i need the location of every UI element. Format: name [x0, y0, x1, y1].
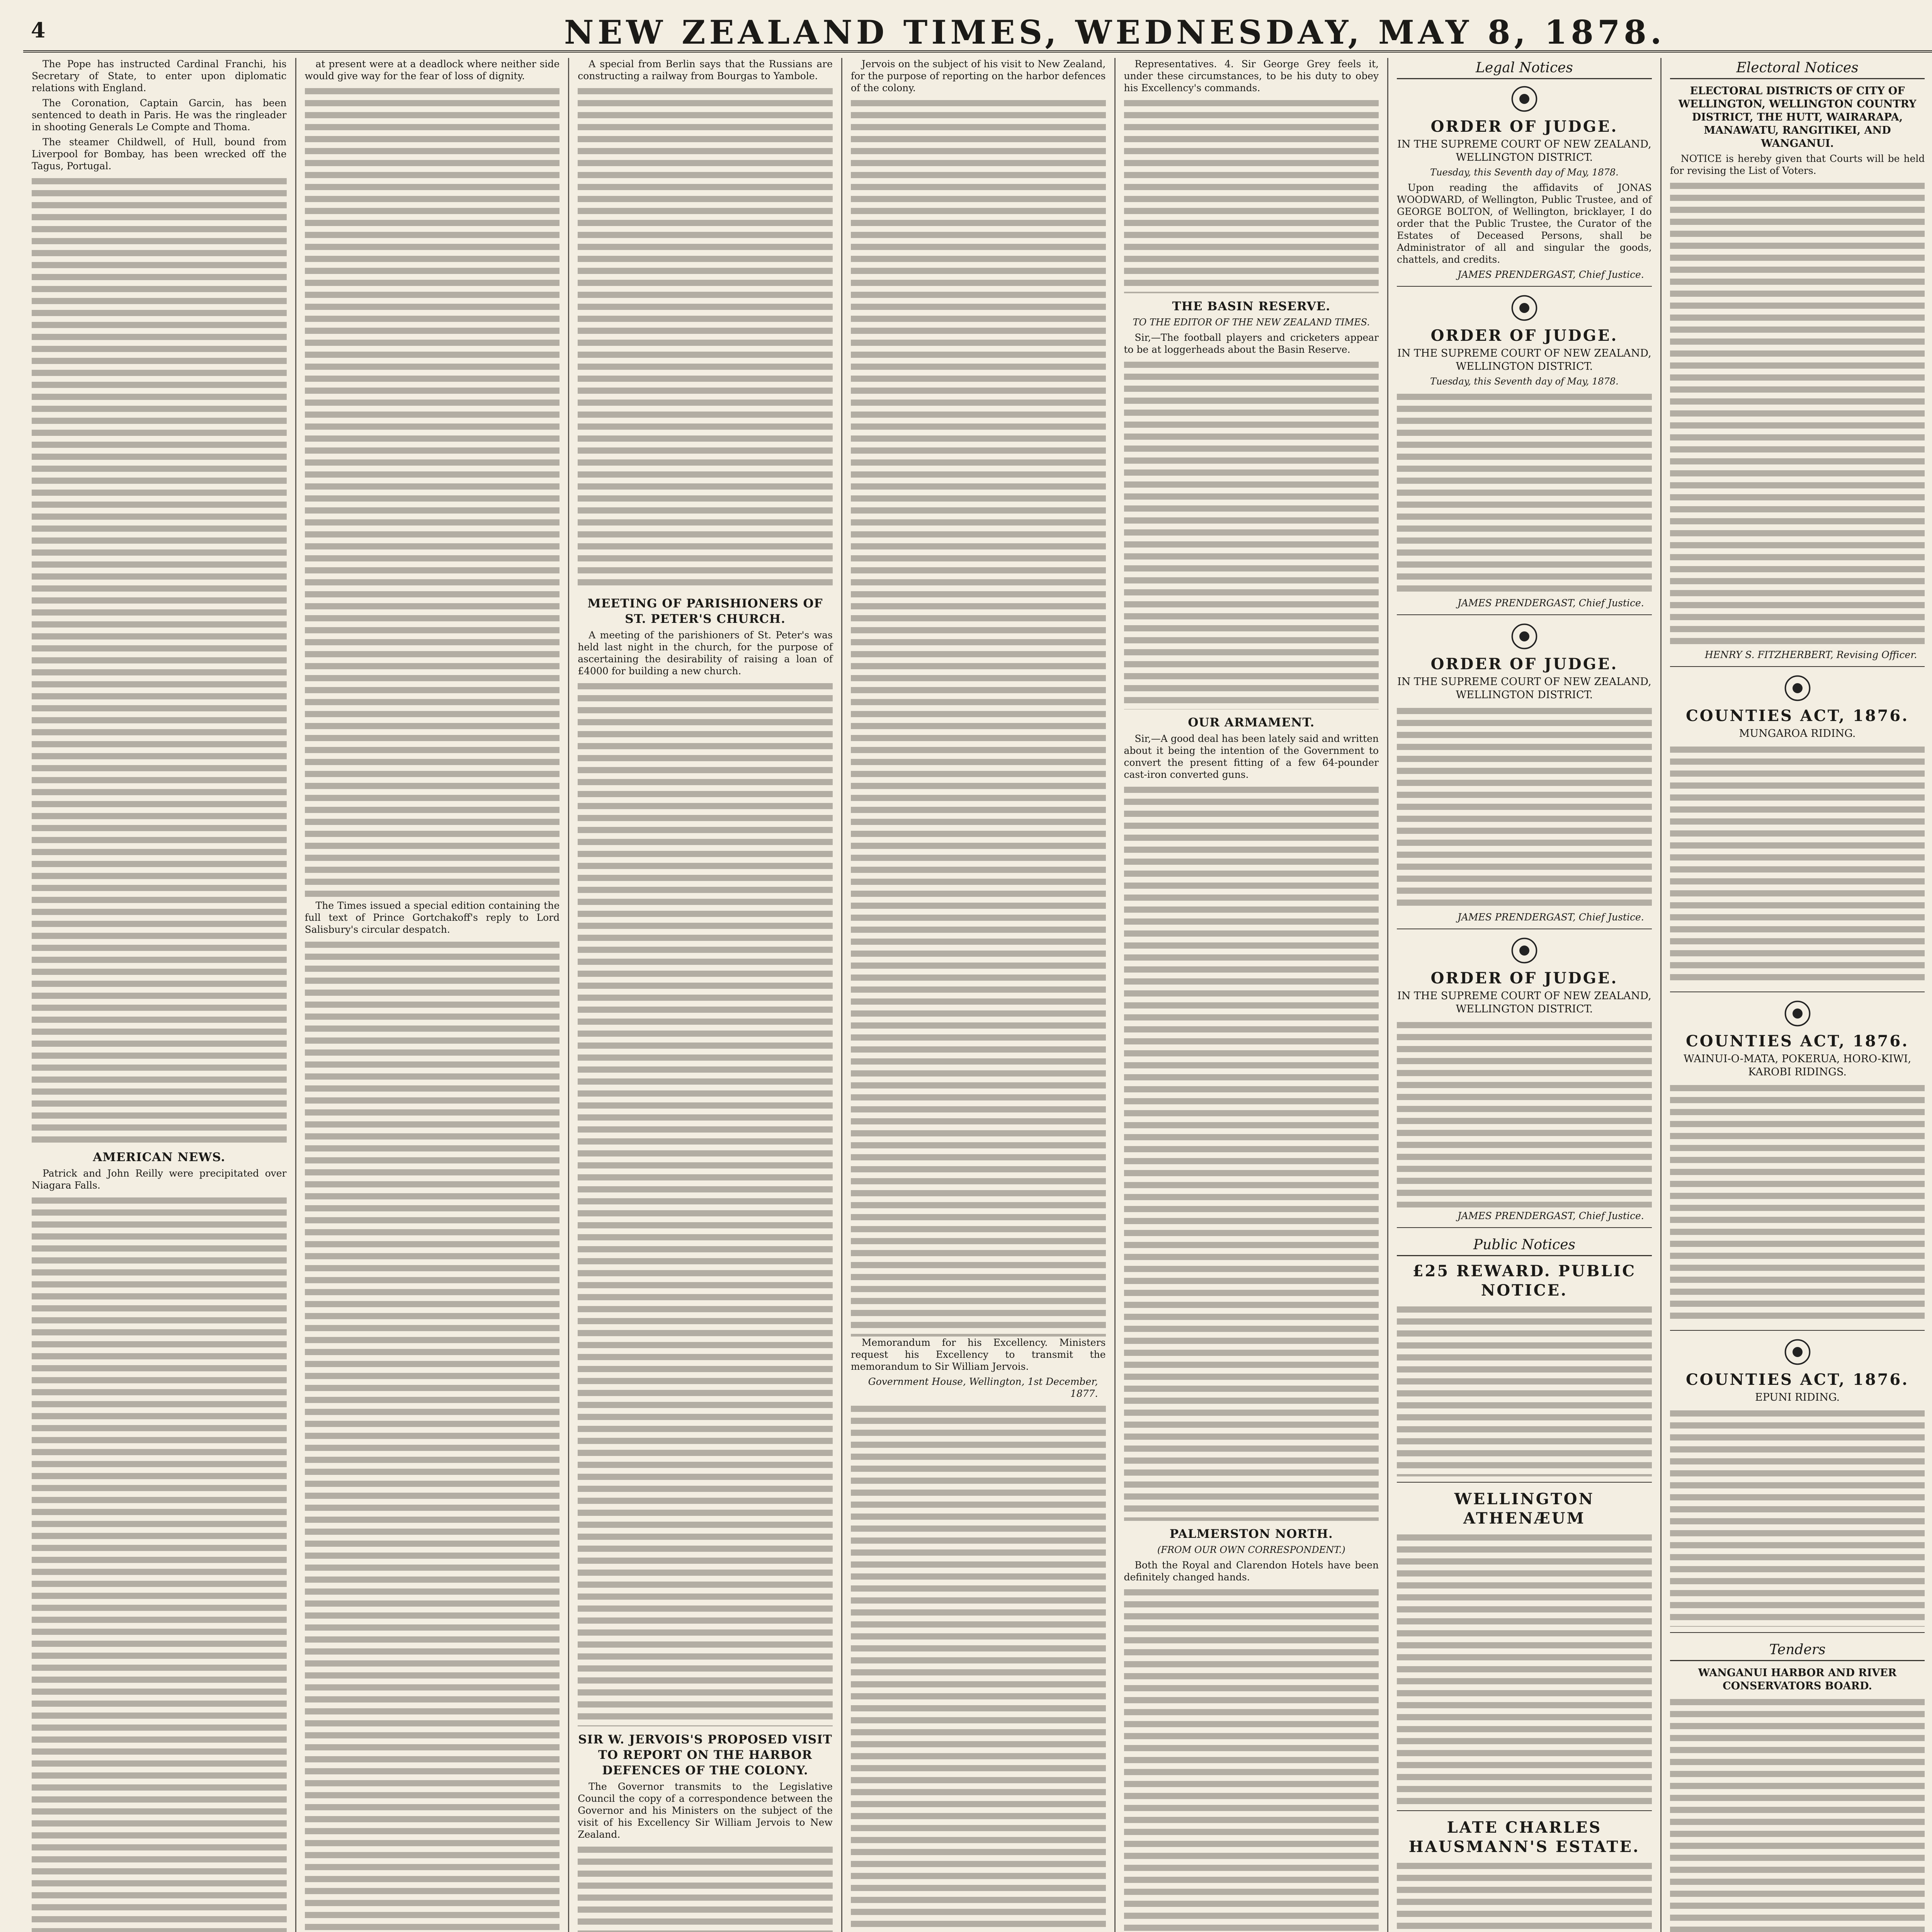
electoral-notice: [1670, 85, 1925, 667]
revising-officer-signature: HENRY S. FITZHERBERT, Revising Officer.: [1705, 649, 1917, 660]
athenaeum-notice: [1397, 1490, 1652, 1811]
letter-text: Sir,—A good deal has been lately said and written about it being the intention of the Government to convert the present fitting of a few 64-pounder cast-iron converted guns.: [1124, 733, 1379, 780]
order-date: Tuesday, this Seventh day of May, 1878.: [1430, 376, 1619, 387]
column-7-electoral-notices: [1660, 58, 1932, 1932]
counties-notice: [1670, 674, 1925, 992]
riding-name: EPUNI RIDING.: [1755, 1391, 1840, 1403]
news-item: The Pope has instructed Cardinal Franchi, his Secretary of State, to enter upon diplomatic relations with England.: [32, 58, 287, 94]
notice-text-block: [1670, 1699, 1925, 1932]
news-item: The Times issued a special edition containing the full text of Prince Gortchakoff's reply to Lord Salisbury's circular despatch.: [304, 900, 560, 935]
hausmann-notice: [1397, 1818, 1652, 1932]
article-text-block: [1124, 362, 1379, 709]
court-name: IN THE SUPREME COURT OF NEW ZEALAND, WELLINGTON DISTRICT.: [1397, 676, 1651, 701]
court-name: IN THE SUPREME COURT OF NEW ZEALAND, WELLINGTON DISTRICT.: [1397, 138, 1651, 163]
royal-arms-icon: [1510, 622, 1539, 651]
riding-name: WAINUI-O-MATA, POKERUA, HORO-KIWI, KAROBI RIDINGS.: [1684, 1053, 1912, 1078]
judge-signature: JAMES PRENDERGAST, Chief Justice.: [1457, 597, 1644, 609]
order-of-judge-notice: [1397, 936, 1652, 1228]
column-3: [568, 58, 841, 1932]
notice-text-block: [1670, 747, 1925, 986]
article-text-block: [578, 683, 833, 1726]
counties-title: COUNTIES ACT, 1876.: [1685, 707, 1909, 725]
riding-name: MUNGAROA RIDING.: [1739, 728, 1856, 740]
order-title: ORDER OF JUDGE.: [1430, 327, 1618, 345]
news-item: at present were at a deadlock where neither side would give way for the fear of loss of dignity.: [304, 58, 560, 82]
court-name: IN THE SUPREME COURT OF NEW ZEALAND, WELLINGTON DISTRICT.: [1397, 990, 1651, 1015]
reward-title: £25 REWARD. PUBLIC NOTICE.: [1412, 1262, 1636, 1299]
article-text-block: [851, 100, 1106, 1337]
article-text-block: [32, 1197, 287, 1932]
electoral-title: ELECTORAL DISTRICTS OF CITY OF WELLINGTON, WELLINGTON COUNTRY DISTRICT, THE HUTT, WAIRARAPA, MANAWATU, RANGITIKEI, AND WANGANUI.: [1678, 85, 1917, 150]
article-text-block: [578, 88, 833, 590]
order-body: Upon reading the affidavits of JONAS WOODWARD, of Wellington, Public Trustee, and of GEORGE BOLTON, of Wellington, bricklayer, I do order that the Public Trustee, the Curator of the Estates of Deceased Persons, shall be Administrator of all and singular the goods, chattels, and credits.: [1397, 182, 1652, 265]
royal-arms-icon: [1783, 999, 1812, 1028]
column-2: [295, 58, 568, 1932]
section-head-public-notices: Public Notices: [1397, 1235, 1652, 1256]
page-columns: [23, 58, 1932, 1932]
tender-title: WANGANUI HARBOR AND RIVER CONSERVATORS BOARD.: [1698, 1667, 1897, 1692]
royal-arms-icon: [1510, 294, 1539, 322]
section-heading-jervois-visit: SIR W. JERVOIS'S PROPOSED VISIT TO REPORT ON THE HARBOR DEFENCES OF THE COLONY.: [578, 1733, 832, 1777]
order-of-judge-notice: [1397, 294, 1652, 615]
electoral-body: NOTICE is hereby given that Courts will be held for revising the List of Voters.: [1670, 153, 1925, 176]
order-date: Tuesday, this Seventh day of May, 1878.: [1430, 167, 1619, 178]
article-text-block: [578, 1847, 833, 1932]
article-text-block: [305, 942, 560, 1932]
news-item: Memorandum for his Excellency. Ministers request his Excellency to transmit the memorandum to Sir William Jervois.: [850, 1337, 1106, 1372]
reward-notice: [1397, 1262, 1652, 1483]
notice-text-block: [1397, 708, 1652, 909]
notice-text-block: [1397, 1863, 1652, 1932]
news-item: The Coronation, Captain Garcin, has been sentenced to death in Paris. He was the ringleader in shooting Generals Le Compte and Thoma.: [32, 97, 287, 133]
order-title: ORDER OF JUDGE.: [1430, 117, 1618, 136]
article-text-block: [851, 1406, 1106, 1932]
news-item: The steamer Childwell, of Hull, bound from Liverpool for Bombay, has been wrecked off the Tagus, Portugal.: [32, 136, 287, 172]
counties-title: COUNTIES ACT, 1876.: [1685, 1371, 1909, 1389]
news-item: A special from Berlin says that the Russians are constructing a railway from Bourgas to Yambole.: [578, 58, 833, 82]
news-item: Both the Royal and Clarendon Hotels have been definitely changed hands.: [1124, 1560, 1379, 1583]
article-text-block: [1124, 100, 1379, 293]
section-heading-st-peters: MEETING OF PARISHIONERS OF ST. PETER'S CHURCH.: [587, 597, 823, 626]
section-head-legal-notices: Legal Notices: [1397, 58, 1652, 79]
notice-text-block: [1670, 1085, 1925, 1325]
section-head-tenders: Tenders: [1670, 1640, 1925, 1661]
royal-arms-icon: [1783, 1338, 1812, 1366]
column-1: [23, 58, 295, 1932]
section-head-electoral-notices: Electoral Notices: [1670, 58, 1925, 79]
notice-text-block: [1670, 183, 1925, 646]
judge-signature: JAMES PRENDERGAST, Chief Justice.: [1457, 1210, 1644, 1221]
news-item: Representatives. 4. Sir George Grey feels it, under these circumstances, to be his duty to obey his Excellency's commands.: [1124, 58, 1379, 94]
news-item: The Governor transmits to the Legislative Council the copy of a correspondence between the Governor and his Ministers on the subject of the visit of his Excellency Sir William Jervois to New Zealand.: [578, 1781, 833, 1840]
column-6-legal-notices: [1387, 58, 1660, 1932]
royal-arms-icon: [1783, 674, 1812, 702]
royal-arms-icon: [1510, 936, 1539, 965]
page-number: 4: [31, 18, 46, 43]
royal-arms-icon: [1510, 85, 1539, 113]
letter-subhead: TO THE EDITOR OF THE NEW ZEALAND TIMES.: [1133, 317, 1370, 328]
dateline: Government House, Wellington, 1st December, 1877.: [868, 1376, 1098, 1399]
counties-title: COUNTIES ACT, 1876.: [1685, 1032, 1909, 1050]
order-title: ORDER OF JUDGE.: [1430, 969, 1618, 987]
news-item: Patrick and John Reilly were precipitated over Niagara Falls.: [32, 1168, 287, 1191]
article-text-block: [1124, 787, 1379, 1521]
judge-signature: JAMES PRENDERGAST, Chief Justice.: [1457, 912, 1644, 923]
article-text-block: [305, 88, 560, 900]
notice-text-block: [1397, 394, 1652, 595]
masthead: [23, 8, 1932, 53]
correspondent-subhead: (FROM OUR OWN CORRESPONDENT.): [1157, 1544, 1345, 1555]
order-of-judge-notice: [1397, 622, 1652, 929]
court-name: IN THE SUPREME COURT OF NEW ZEALAND, WELLINGTON DISTRICT.: [1397, 347, 1651, 372]
notice-text-block: [1670, 1410, 1925, 1627]
column-5: [1114, 58, 1388, 1932]
newspaper-title: NEW ZEALAND TIMES, WEDNESDAY, MAY 8, 1878.: [564, 13, 1666, 51]
letter-text: Sir,—The football players and cricketers appear to be at loggerheads about the Basin Reserve.: [1124, 332, 1379, 355]
notice-text-block: [1397, 1022, 1652, 1208]
notice-text-block: [1397, 1306, 1652, 1476]
judge-signature: JAMES PRENDERGAST, Chief Justice.: [1457, 269, 1644, 280]
order-of-judge-notice: [1397, 85, 1652, 287]
section-heading-palmerston-north: PALMERSTON NORTH.: [1169, 1527, 1333, 1541]
hausmann-title: LATE CHARLES HAUSMANN'S ESTATE.: [1408, 1818, 1640, 1856]
tender-notice: [1670, 1667, 1925, 1932]
section-heading-american-news: AMERICAN NEWS.: [93, 1150, 226, 1164]
counties-notice: [1670, 999, 1925, 1331]
notice-text-block: [1397, 1534, 1652, 1805]
column-4: [841, 58, 1114, 1932]
article-text-block: [32, 178, 287, 1144]
news-item: Jervois on the subject of his visit to New Zealand, for the purpose of reporting on the harbor defences of the colony.: [850, 58, 1106, 94]
article-text-block: [1124, 1589, 1379, 1932]
counties-notice: [1670, 1338, 1925, 1633]
order-title: ORDER OF JUDGE.: [1430, 655, 1618, 673]
section-heading-basin-reserve: THE BASIN RESERVE.: [1172, 299, 1331, 313]
news-item: A meeting of the parishioners of St. Peter's was held last night in the church, for the purpose of ascertaining the desirability of raising a loan of £4000 for building a new church.: [578, 629, 833, 677]
athenaeum-title: WELLINGTON ATHENÆUM: [1454, 1490, 1595, 1527]
section-heading-armament: OUR ARMAMENT.: [1188, 716, 1315, 730]
